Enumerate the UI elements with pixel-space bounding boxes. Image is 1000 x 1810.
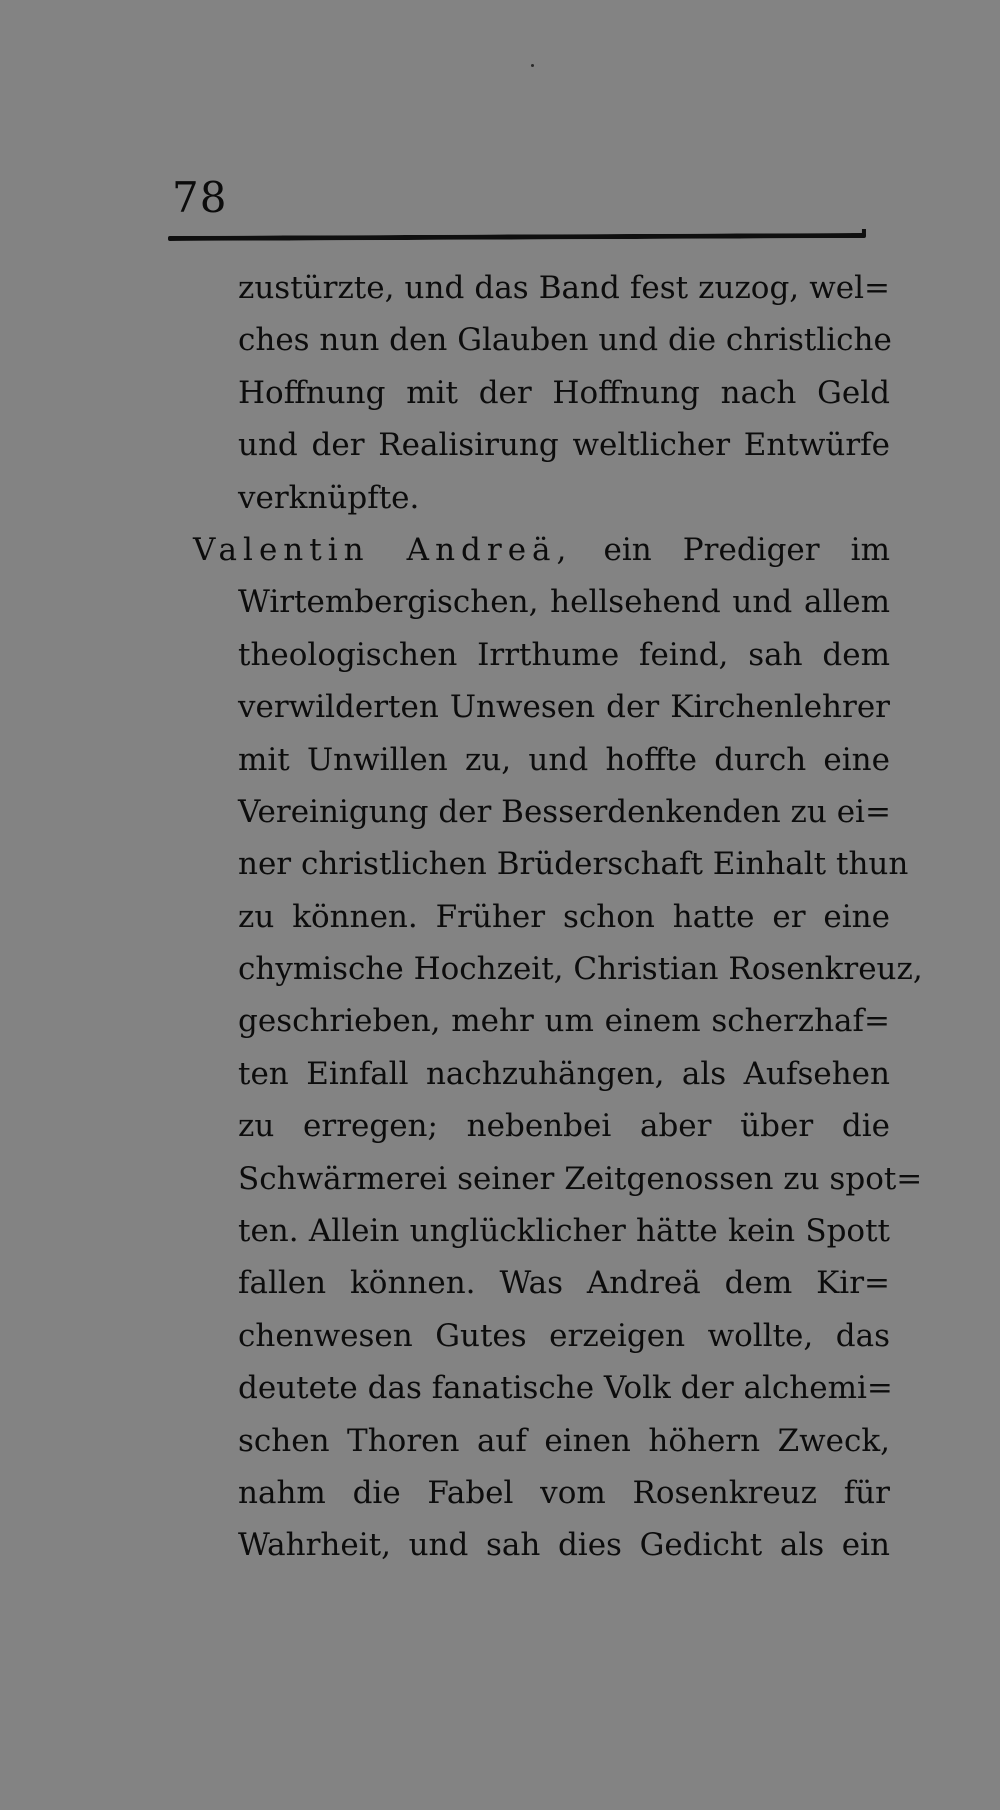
paragraph-1 [238, 262, 890, 524]
text-line: Wirtembergischen, hellsehend und allem [238, 584, 890, 621]
text-line: verknüpfte. [238, 479, 420, 516]
text-line: chenwesen Gutes erzeigen wollte, das [238, 1317, 890, 1354]
scan-speck [531, 64, 534, 67]
text-line: fallen können. Was Andreä dem Kir= [238, 1265, 890, 1302]
text-line: Wahrheit, und sah dies Gedicht als ein [238, 1527, 890, 1564]
paragraph-2 [193, 524, 923, 1572]
text-line: schen Thoren auf einen höhern Zweck, [238, 1422, 890, 1459]
page-number: 78 [172, 173, 228, 222]
text-line: deutete das fanatische Volk der alchemi= [238, 1370, 893, 1407]
text-line: ner christlichen Brüderschaft Einhalt thun [238, 846, 909, 883]
body-text [193, 262, 923, 1572]
text-line: verwilderten Unwesen der Kirchenlehrer [238, 689, 890, 726]
text-line: ches nun den Glauben und die christliche [238, 322, 892, 359]
text-fragment: ein Prediger im [603, 531, 890, 568]
text-line: Vereinigung der Besserdenkenden zu ei= [238, 793, 891, 830]
text-line: ten. Allein unglücklicher hätte kein Spott [238, 1213, 890, 1250]
text-line: zu können. Früher schon hatte er eine [238, 898, 890, 935]
text-line: und der Realisirung weltlicher Entwürfe [238, 427, 890, 464]
text-line: chymische Hochzeit, Christian Rosenkreuz, [238, 951, 923, 988]
text-line: theologischen Irrthume feind, sah dem [238, 636, 890, 673]
text-line-first [193, 524, 890, 576]
person-name: Valentin Andreä, [193, 531, 573, 568]
text-line: geschrieben, mehr um einem scherzhaf= [238, 1003, 890, 1040]
text-line: mit Unwillen zu, und hoffte durch eine [238, 741, 890, 778]
text-line: Hoffnung mit der Hoffnung nach Geld [238, 374, 890, 411]
text-line: nahm die Fabel vom Rosenkreuz für [238, 1474, 890, 1511]
text-line: zustürzte, und das Band fest zuzog, wel= [238, 270, 890, 306]
text-line: ten Einfall nachzuhängen, als Aufsehen [238, 1055, 890, 1092]
header-rule [168, 233, 866, 241]
text-line: zu erregen; nebenbei aber über die [238, 1108, 890, 1145]
text-line: Schwärmerei seiner Zeitgenossen zu spot= [238, 1160, 923, 1197]
